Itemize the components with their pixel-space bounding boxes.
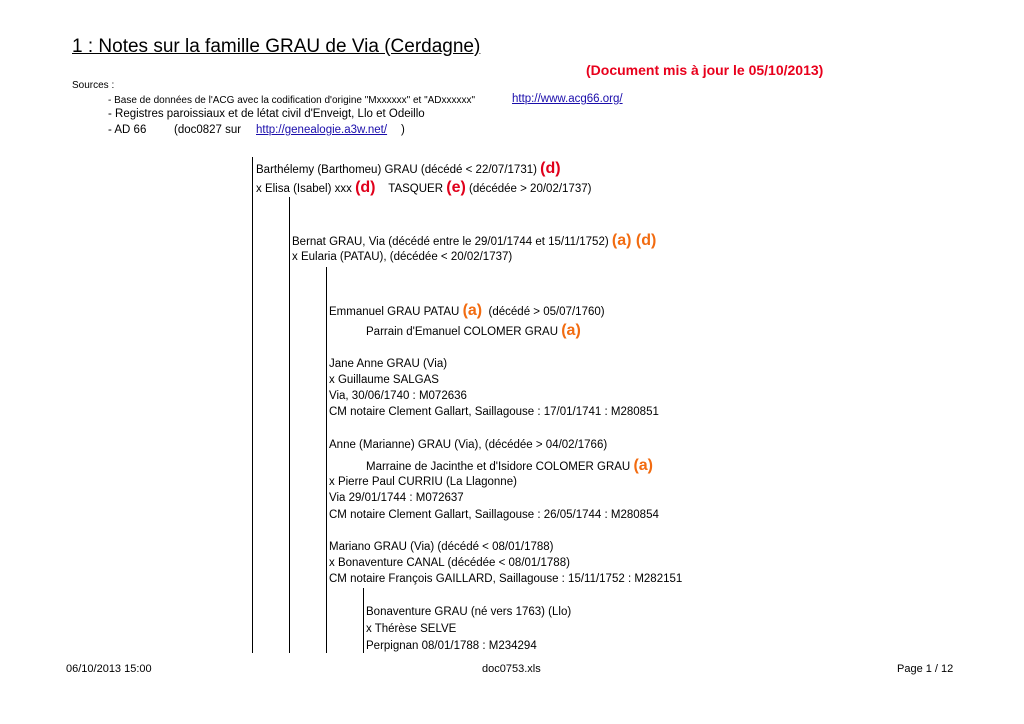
- source-line-1: - Base de données de l'ACG avec la codification d'origine "Mxxxxxx" et "ADxxxxxx": [108, 95, 476, 106]
- jane-contract: CM notaire Clement Gallart, Saillagouse : 17/01/1741 : M280851: [329, 406, 659, 418]
- mariano-name: Mariano GRAU (Via) (décédé < 08/01/1788): [329, 541, 554, 553]
- mariano-contract: CM notaire François GAILLARD, Saillagouse : 15/11/1752 : M282151: [329, 573, 683, 585]
- jane-name: Jane Anne GRAU (Via): [329, 358, 448, 370]
- anne-marriage: Via 29/01/1744 : M072637: [329, 492, 464, 504]
- elisa-source-tag-d: (d): [355, 179, 376, 196]
- elisa-entry: x Elisa (Isabel) xxx (d) TASQUER (e) (décédée > 20/02/1737): [256, 179, 592, 196]
- anne-spouse: x Pierre Paul CURRIU (La Llagonne): [329, 476, 517, 488]
- elisa-source-tag-e: (e): [446, 179, 466, 196]
- barthelemy-source-tag: (d): [540, 160, 561, 177]
- footer-page-number: Page 1 / 12: [897, 663, 954, 675]
- emmanuel-parrain-tag: (a): [561, 322, 581, 339]
- bernat-entry: Bernat GRAU, Via (décédé entre le 29/01/1744 et 15/11/1752) (a) (d): [292, 232, 657, 249]
- footer-datetime: 06/10/2013 15:00: [66, 663, 152, 675]
- mariano-spouse: x Bonaventure CANAL (décédée < 08/01/1788): [329, 557, 570, 569]
- tree-line-gen3: [326, 267, 327, 653]
- page-title: 1 : Notes sur la famille GRAU de Via (Cerdagne): [72, 36, 481, 57]
- footer-filename: doc0753.xls: [482, 663, 541, 675]
- anne-contract: CM notaire Clement Gallart, Saillagouse : 26/05/1744 : M280854: [329, 509, 659, 521]
- bonaventure-name: Bonaventure GRAU (né vers 1763) (Llo): [366, 606, 572, 618]
- bonaventure-marriage: Perpignan 08/01/1788 : M234294: [366, 640, 537, 652]
- tree-line-gen2: [289, 197, 290, 653]
- anne-marraine: Marraine de Jacinthe et d'Isidore COLOMER GRAU (a): [366, 457, 654, 474]
- tree-line-gen4: [363, 588, 364, 653]
- eularia-entry: x Eularia (PATAU), (décédée < 20/02/1737): [292, 251, 513, 263]
- source-line-3-doc: (doc0827 sur: [174, 124, 242, 136]
- bernat-source-tag: (a) (d): [611, 232, 657, 249]
- tree-line-gen1: [252, 157, 253, 653]
- update-note: (Document mis à jour le 05/10/2013): [586, 62, 824, 78]
- barthelemy-entry: Barthélemy (Barthomeu) GRAU (décédé < 22/07/1731) (d): [256, 160, 561, 177]
- emmanuel-source-tag: (a): [462, 302, 483, 319]
- acg66-link[interactable]: http://www.acg66.org/: [512, 93, 623, 105]
- anne-name: Anne (Marianne) GRAU (Via), (décédée > 04/02/1766): [329, 439, 608, 451]
- source-line-2: - Registres paroissiaux et de létat civil d'Enveigt, Llo et Odeillo: [108, 108, 425, 120]
- sources-label: Sources :: [72, 80, 115, 91]
- genealogie-link[interactable]: http://genealogie.a3w.net/: [256, 124, 388, 136]
- emmanuel-parrain: Parrain d'Emanuel COLOMER GRAU (a): [366, 322, 581, 339]
- bonaventure-spouse: x Thérèse SELVE: [366, 623, 457, 635]
- emmanuel-entry: Emmanuel GRAU PATAU (a) (décédé > 05/07/1760): [329, 302, 605, 319]
- source-line-3-ad66: - AD 66: [108, 124, 147, 136]
- source-line-3-close: ): [401, 124, 405, 136]
- jane-spouse: x Guillaume SALGAS: [329, 374, 439, 386]
- anne-marraine-tag: (a): [633, 457, 654, 474]
- jane-marriage: Via, 30/06/1740 : M072636: [329, 390, 467, 402]
